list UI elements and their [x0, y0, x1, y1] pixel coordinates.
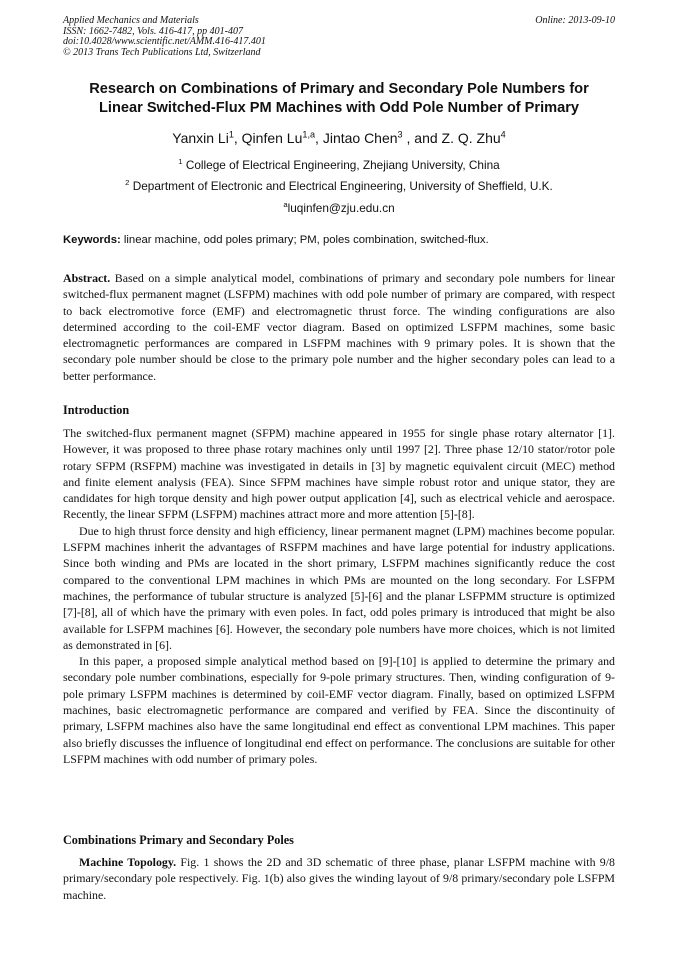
paragraph: Fig. 1 shows the 2D and 3D schematic of three phase, planar LSFPM machine with 9/8 primary/secondary pole respectively. Fig. 1(b) also gives the winding layout of 9/8 primary/secondary pole LSFPM machine. — [63, 855, 615, 902]
paragraph: The switched-flux permanent magnet (SFPM) machine appeared in 1955 for single phase rotary alternator [1]. However, it was proposed to three phase rotary machines only until 1997 [2]. Three phase 12/10 stator/rotor pole rotary SFPM (RSFPM) machine was investigated in details in [3] by magnetic equivalent circuit (MEC) method and finite element analysis (FEA). Since SFPM machines have simple robust rotor and unique stator, they are candidates for high torque density and high power output application [4], such as electrical vehicle and aerospace. Recently, the linear SFPM (LSFPM) machines attract more and more attention [5]-[8]. — [63, 426, 615, 522]
author-separator: , — [315, 130, 323, 146]
issn-line: ISSN: 1662-7482, Vols. 416-417, pp 401-407 — [63, 25, 243, 37]
author-affil-mark: 3 — [397, 129, 403, 140]
author-list — [40, 130, 638, 146]
author-affil-mark: 1 — [228, 129, 234, 140]
author-name: Yanxin Li — [172, 130, 229, 146]
keywords-label: Keywords: — [63, 234, 121, 246]
abstract — [63, 270, 615, 384]
author-separator: , and — [402, 130, 442, 146]
paragraph: Due to high thrust force density and high efficiency, linear permanent magnet (LPM) machines become popular. LSFPM machines inherit the advantages of RSFPM machines and have large potential for industry applications. Since both winding and PMs are located in the short primary, LSFPM machines significantly reduce the cost compared to the conventional LPM machines in which PMs are mounted on the long secondary. For LSFPM machines, the performance of tubular structure is analyzed [5]-[6] and the planar LSFPMM structure is optimized [7]-[8], all of which have the primary with even poles. In fact, odd poles primary is introduced that might be also available for LSFPM machines [6]. However, the secondary pole numbers have more choices, which is not limited as demonstrated in [6]. — [63, 523, 615, 652]
affiliation-1 — [40, 158, 638, 172]
author-name: Z. Q. Zhu — [441, 130, 501, 146]
paper-title — [40, 80, 638, 118]
affiliation-mark: 1 — [178, 157, 183, 167]
contact-email — [40, 201, 638, 215]
section-heading-combinations: Combinations Primary and Secondary Poles — [63, 833, 294, 847]
online-date: Online: 2013-09-10 — [535, 15, 615, 26]
abstract-label: Abstract. — [63, 271, 111, 285]
title-line-1: Research on Combinations of Primary and Secondary Pole Numbers for — [89, 81, 589, 97]
affiliation-2 — [40, 179, 638, 193]
subsection-label: Machine Topology. — [79, 855, 177, 869]
affiliation-text: College of Electrical Engineering, Zhejiang University, China — [182, 158, 500, 172]
author-name: Qinfen Lu — [241, 130, 303, 146]
section-heading-introduction: Introduction — [63, 403, 130, 417]
author-affil-mark: 1,a — [302, 129, 316, 140]
author-name: Jintao Chen — [322, 130, 398, 146]
journal-header — [63, 16, 615, 58]
introduction-body — [63, 425, 615, 767]
doi-line: doi:10.4028/www.scientific.net/AMM.416-417.401 — [63, 36, 266, 48]
abstract-text: Based on a simple analytical model, combinations of primary and secondary pole numbers for linear switched-flux permanent magnet (LSFPM) machines with odd pole number of primary are compared, with respect to back electromotive force (EMF) and electromagnetic thrust force. The winding configurations are also determined according to the coil-EMF vector diagram. Based on optimized LSFPM machines, some basic electromagnetic performances are compared in LSFPM machines with 9 primary poles. It is shown that the secondary pole number should be close to the primary pole number and the higher secondary poles can lead to a better performance. — [63, 271, 615, 383]
affiliation-text: Department of Electronic and Electrical Engineering, University of Sheffield, U.K. — [129, 179, 553, 193]
keywords-line — [63, 234, 623, 246]
author-separator: , — [233, 130, 242, 146]
title-line-2: Linear Switched-Flux PM Machines with Odd Pole Number of Primary — [98, 100, 580, 116]
email-text: luqinfen@zju.edu.cn — [287, 201, 395, 215]
affiliation-mark: 2 — [125, 178, 130, 188]
email-mark: a — [283, 200, 288, 210]
paragraph: In this paper, a proposed simple analytical method based on [9]-[10] is applied to determine the primary and secondary pole number combinations, especially for 9-pole primary structures. Then, winding configuration of 9-pole primary LSFPM machines is determined by coil-EMF vector diagram. Finally, based on optimized LSFPM machines, basic electromagnetic performance are compared and verified by FEA. Since the discontinuity of primary, LSFPM machines also have the same longitudinal end effect as conventional LPM machines. This paper also briefly discusses the influence of longitudinal end effect on performance. The conclusions are suitable for other LSFPM machines with odd number of primary poles. — [63, 654, 615, 766]
keywords-text: linear machine, odd poles primary; PM, poles combination, switched-flux. — [120, 234, 489, 246]
combinations-body — [63, 854, 615, 903]
copyright-line: © 2013 Trans Tech Publications Ltd, Switzerland — [63, 46, 261, 58]
author-affil-mark: 4 — [500, 129, 506, 140]
journal-name: Applied Mechanics and Materials — [63, 15, 199, 26]
